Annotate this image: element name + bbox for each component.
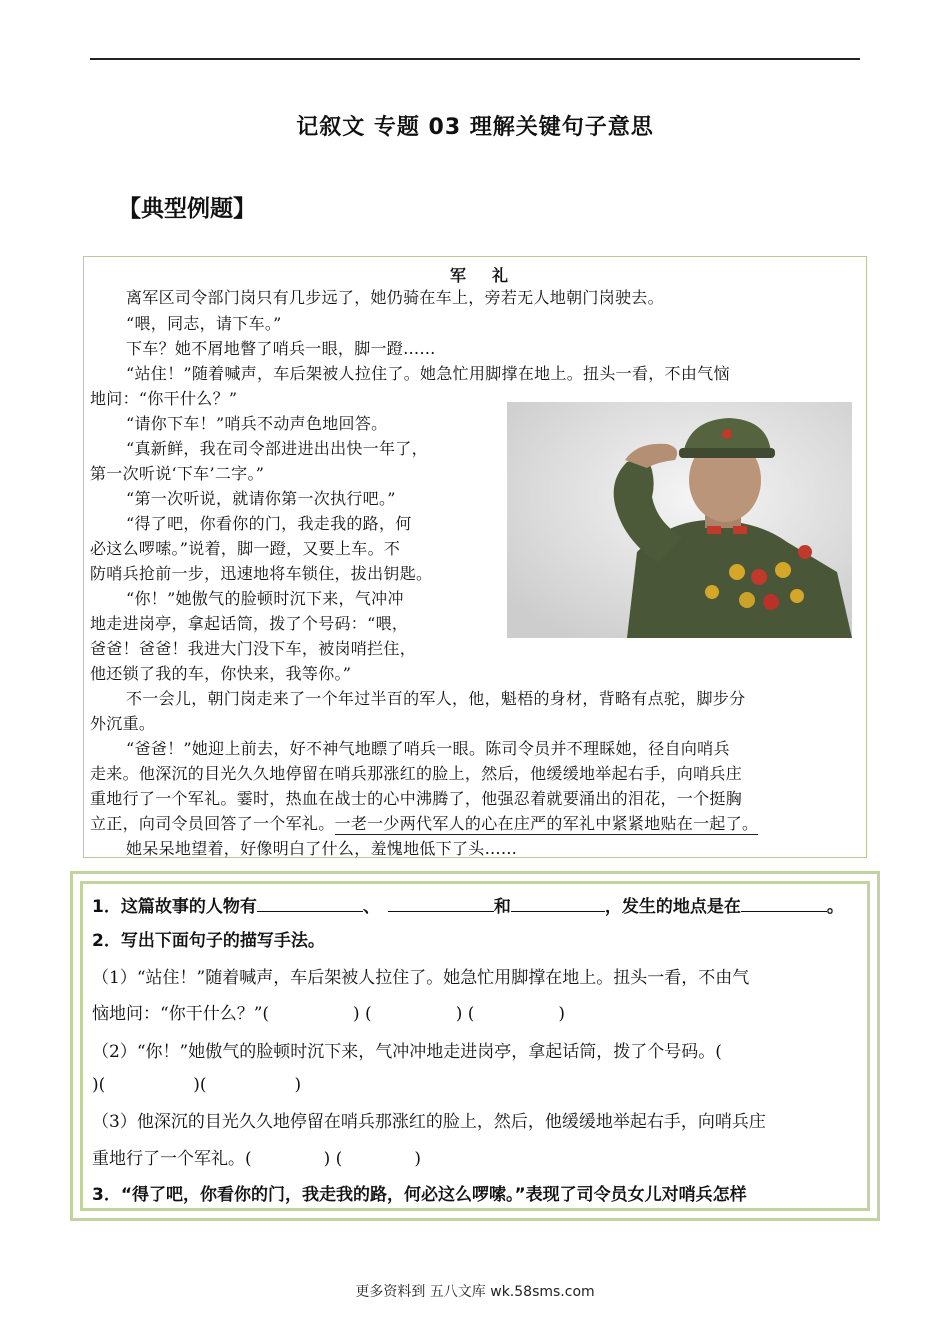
paren: ) xyxy=(294,1075,302,1095)
paren: ) ( xyxy=(323,1149,343,1169)
question-1-text: 1．这篇故事的人物有 xyxy=(92,897,257,917)
period: 。 xyxy=(826,897,844,917)
passage-line: “请你下车！”哨兵不动声色地回答。 xyxy=(126,414,388,433)
paren: ) xyxy=(414,1149,421,1169)
passage-line: “真新鲜，我在司令部进进出出快一年了， xyxy=(126,439,428,458)
document-title: 记叙文 专题 03 理解关键句子意思 xyxy=(296,115,654,140)
passage-line: “你！”她傲气的脸顿时沉下来，气冲冲 xyxy=(126,589,404,608)
passage-line: 地走进岗亭，拿起话筒，拨了个号码：“喂， xyxy=(90,614,409,633)
passage-line xyxy=(90,814,758,834)
question-1 xyxy=(92,893,844,918)
passage-line: “站住！”随着喊声，车后架被人拉住了。她急忙用脚撑在地上。扭头一看，不由气恼 xyxy=(126,364,730,383)
answer-blank[interactable] xyxy=(511,893,605,912)
question-2-2-line-2 xyxy=(92,1074,301,1096)
passage-line: 重地行了一个军礼。霎时，热血在战士的心中沸腾了，他强忍着就要涌出的泪花，一个挺胸 xyxy=(90,789,743,808)
paren: ) xyxy=(558,1004,565,1024)
separator: 和 xyxy=(493,897,511,917)
passage-line: “喂，同志，请下车。” xyxy=(126,314,282,333)
question-2-3-text: 重地行了一个军礼。( xyxy=(92,1149,252,1169)
passage-line-text: 立正，向司令员回答了一个军礼。 xyxy=(90,814,335,833)
passage-line: 下车？她不屑地瞥了哨兵一眼，脚一蹬…… xyxy=(126,339,436,358)
question-2-2-line-1: （2）“你！”她傲气的脸顿时沉下来，气冲冲地走进岗亭，拿起话筒，拨了个号码。( xyxy=(92,1042,722,1062)
question-3: 3．“得了吧，你看你的门，我走我的路，何必这么啰嗦。”表现了司令员女儿对哨兵怎样 xyxy=(92,1185,747,1205)
question-1-tail: ，发生的地点是在 xyxy=(604,897,741,917)
passage-line: 走来。他深沉的目光久久地停留在哨兵那涨红的脸上，然后，他缓缓地举起右手，向哨兵庄 xyxy=(90,764,743,783)
passage-line: 外沉重。 xyxy=(90,714,156,733)
passage-line: “第一次听说，就请你第一次执行吧。” xyxy=(126,489,396,508)
footer-watermark: 更多资料到 五八文库 wk.58sms.com xyxy=(355,1284,595,1300)
question-2-3-line-2 xyxy=(92,1148,421,1170)
key-sentence: 一老一少两代军人的心在庄严的军礼中紧紧地贴在一起了。 xyxy=(334,814,759,833)
separator: 、 xyxy=(362,897,380,917)
passage-line: 离军区司令部门岗只有几步远了，她仍骑在车上，旁若无人地朝门岗驶去。 xyxy=(126,288,664,307)
answer-blank[interactable] xyxy=(388,893,494,912)
answer-blank[interactable] xyxy=(257,893,363,912)
section-heading: 【典型例题】 xyxy=(118,196,256,222)
paren: )( xyxy=(92,1075,106,1095)
passage-line: 防哨兵抢前一步，迅速地将车锁住，拔出钥匙。 xyxy=(90,564,433,583)
passage-line: 地问：“你干什么？” xyxy=(90,389,238,408)
passage-line: 不一会儿，朝门岗走来了一个年过半百的军人，他，魁梧的身材，背略有点驼，脚步分 xyxy=(126,689,746,708)
question-2-1-text: 恼地问：“你干什么？”( xyxy=(92,1004,270,1024)
passage-line: 他还锁了我的车，你快来，我等你。” xyxy=(90,664,352,683)
passage-line: “爸爸！”她迎上前去，好不神气地瞟了哨兵一眼。陈司令员并不理睬她，径自向哨兵 xyxy=(126,739,730,758)
paren: ) ( xyxy=(353,1004,372,1024)
question-2-1-line-2 xyxy=(92,1003,565,1025)
question-2-1-line-1: （1）“站住！”随着喊声，车后架被人拉住了。她急忙用脚撑在地上。扭头一看，不由气 xyxy=(92,968,750,988)
paren: )( xyxy=(193,1075,207,1095)
passage-line: 她呆呆地望着，好像明白了什么，羞愧地低下了头…… xyxy=(126,839,518,858)
passage-title: 军礼 xyxy=(449,266,534,285)
saluting-veteran-photo xyxy=(507,402,852,638)
veteran-illustration xyxy=(507,402,852,638)
passage-line: 第一次听说‘下车’二字。” xyxy=(90,464,265,483)
passage-line: 必这么啰嗦。”说着，脚一蹬，又要上车。不 xyxy=(90,539,401,558)
question-2: 2．写出下面句子的描写手法。 xyxy=(92,931,325,951)
passage-line: “得了吧，你看你的门，我走我的路，何 xyxy=(126,514,412,533)
header-rule xyxy=(90,58,860,60)
paren: ) ( xyxy=(455,1004,475,1024)
answer-blank[interactable] xyxy=(741,893,827,912)
passage-line: 爸爸！爸爸！我进大门没下车，被岗哨拦住， xyxy=(90,639,417,658)
question-2-3-line-1: （3）他深沉的目光久久地停留在哨兵那涨红的脸上，然后，他缓缓地举起右手，向哨兵庄 xyxy=(92,1112,766,1132)
